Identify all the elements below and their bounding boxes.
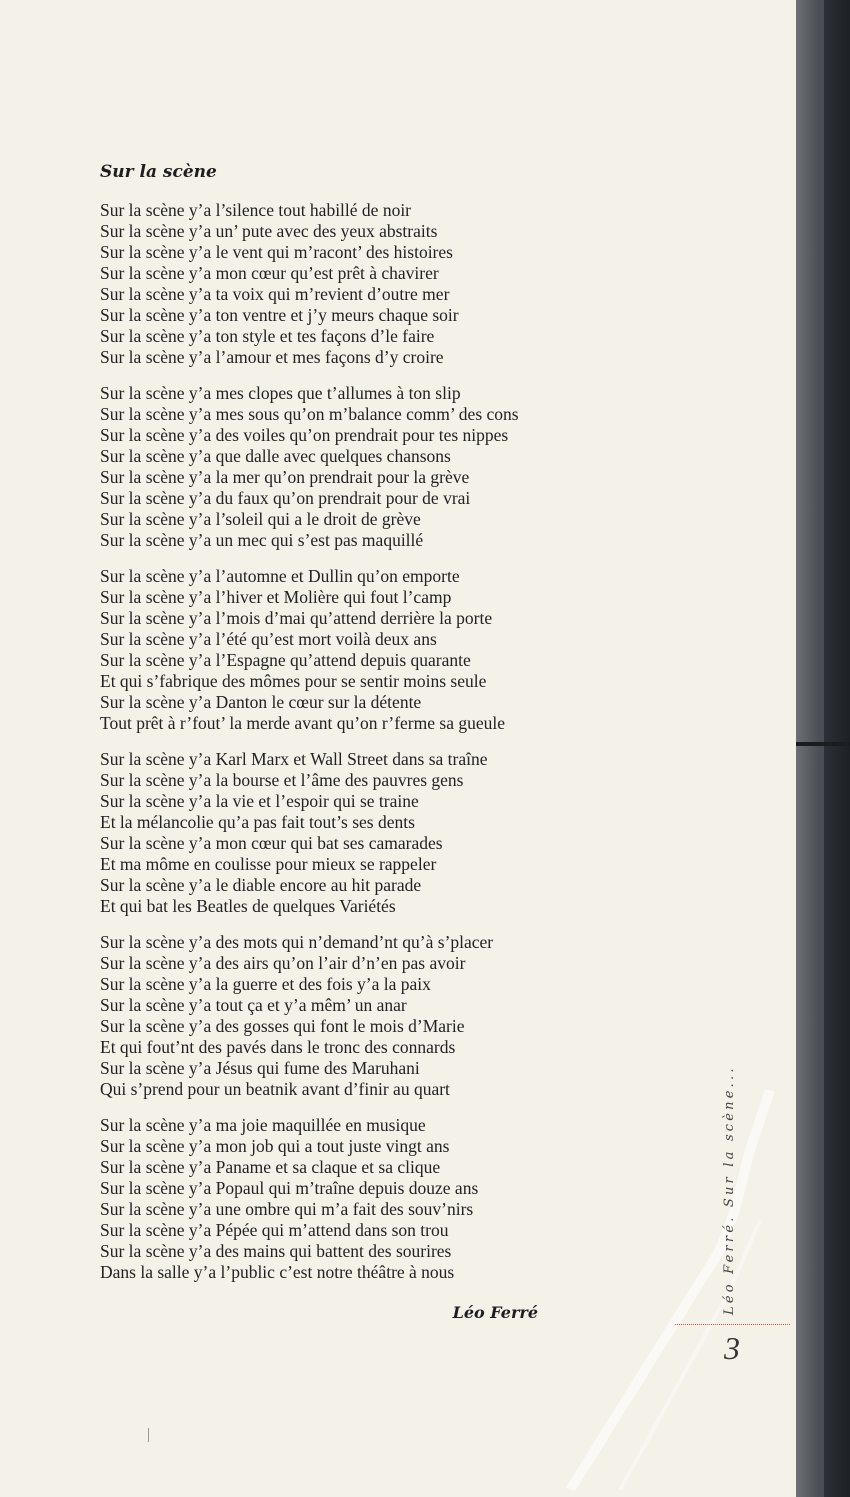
spine-edge: [824, 0, 850, 1497]
poem-line: Sur la scène y’a un mec qui s’est pas maquillé: [100, 530, 424, 550]
poem-line: Et ma môme en coulisse pour mieux se rappeler: [100, 854, 437, 874]
poem-line: Sur la scène y’a l’amour et mes façons d’y croire: [100, 347, 444, 367]
poem-line: Sur la scène y’a l’silence tout habillé de noir: [100, 200, 412, 220]
poem-body: [100, 200, 620, 1298]
poem-line: Tout prêt à r’fout’ la merde avant qu’on r’ferme sa gueule: [100, 713, 505, 733]
stanza: [100, 749, 620, 917]
stanza: [100, 932, 620, 1100]
poem-line: Sur la scène y’a ton ventre et j’y meurs chaque soir: [100, 305, 459, 325]
poem-line: Sur la scène y’a des gosses qui font le mois d’Marie: [100, 1016, 465, 1036]
stanza: [100, 566, 620, 734]
poem-line: Sur la scène y’a un’ pute avec des yeux abstraits: [100, 221, 438, 241]
poem-line: Sur la scène y’a le vent qui m’racont’ des histoires: [100, 242, 453, 262]
poem-line: Sur la scène y’a la mer qu’on prendrait pour la grève: [100, 467, 470, 487]
poem-line: Sur la scène y’a Paname et sa claque et sa clique: [100, 1157, 441, 1177]
poem-line: Sur la scène y’a mon job qui a tout juste vingt ans: [100, 1136, 450, 1156]
stanza: [100, 1115, 620, 1283]
poem-line: Sur la scène y’a l’mois d’mai qu’attend derrière la porte: [100, 608, 493, 628]
poem-line: Sur la scène y’a la guerre et des fois y’a la paix: [100, 974, 431, 994]
poem-author: Léo Ferré: [452, 1303, 538, 1322]
poem-line: Sur la scène y’a Popaul qui m’traîne depuis douze ans: [100, 1178, 479, 1198]
poem-line: Sur la scène y’a mes sous qu’on m’balance comm’ des cons: [100, 404, 519, 424]
poem-line: Sur la scène y’a une ombre qui m’a fait des souv’nirs: [100, 1199, 474, 1219]
poem-line: Sur la scène y’a ta voix qui m’revient d’outre mer: [100, 284, 450, 304]
poem-title: Sur la scène: [100, 162, 217, 182]
poem-line: Et qui fout’nt des pavés dans le tronc des connards: [100, 1037, 456, 1057]
poem-line: Sur la scène y’a ma joie maquillée en musique: [100, 1115, 426, 1135]
poem-line: Sur la scène y’a l’automne et Dullin qu’on emporte: [100, 566, 460, 586]
poem-line: Et qui bat les Beatles de quelques Variétés: [100, 896, 396, 916]
poem-line: Sur la scène y’a que dalle avec quelques chansons: [100, 446, 451, 466]
poem-line: Et qui s’fabrique des mômes pour se sentir moins seule: [100, 671, 487, 691]
poem-line: Sur la scène y’a ton style et tes façons d’le faire: [100, 326, 435, 346]
margin-mark: [148, 1428, 149, 1442]
poem-line: Et la mélancolie qu’a pas fait tout’s ses dents: [100, 812, 415, 832]
poem-line: Sur la scène y’a des airs qu’on l’air d’n’en pas avoir: [100, 953, 466, 973]
poem-line: Sur la scène y’a Jésus qui fume des Maruhani: [100, 1058, 420, 1078]
poem-line: Sur la scène y’a des mains qui battent des sourires: [100, 1241, 452, 1261]
poem-line: Sur la scène y’a Pépée qui m’attend dans son trou: [100, 1220, 449, 1240]
page-number: 3: [724, 1330, 740, 1366]
poem-line: Sur la scène y’a l’hiver et Molière qui fout l’camp: [100, 587, 452, 607]
poem-line: Sur la scène y’a tout ça et y’a mêm’ un anar: [100, 995, 407, 1015]
stanza: [100, 383, 620, 551]
poem-line: Sur la scène y’a l’soleil qui a le droit de grève: [100, 509, 421, 529]
poem-line: Sur la scène y’a mes clopes que t’allumes à ton slip: [100, 383, 461, 403]
poem-line: Dans la salle y’a l’public c’est notre théâtre à nous: [100, 1262, 455, 1282]
poem-line: Sur la scène y’a le diable encore au hit parade: [100, 875, 422, 895]
poem-line: Sur la scène y’a la vie et l’espoir qui se traine: [100, 791, 419, 811]
running-title: Léo Ferré. Sur la scène...: [722, 1065, 737, 1315]
poem-line: Sur la scène y’a des mots qui n’demand’nt qu’à s’placer: [100, 932, 494, 952]
stanza: [100, 200, 620, 368]
footer-rule: [675, 1324, 790, 1325]
poem-line: Sur la scène y’a mon cœur qu’est prêt à chavirer: [100, 263, 439, 283]
poem-line: Sur la scène y’a l’Espagne qu’attend depuis quarante: [100, 650, 471, 670]
poem-line: Sur la scène y’a du faux qu’on prendrait pour de vrai: [100, 488, 471, 508]
poem-line: Sur la scène y’a la bourse et l’âme des pauvres gens: [100, 770, 464, 790]
poem-line: Qui s’prend pour un beatnik avant d’finir au quart: [100, 1079, 450, 1099]
poem-line: Sur la scène y’a l’été qu’est mort voilà deux ans: [100, 629, 437, 649]
poem-line: Sur la scène y’a Karl Marx et Wall Street dans sa traîne: [100, 749, 488, 769]
poem-line: Sur la scène y’a des voiles qu’on prendrait pour tes nippes: [100, 425, 509, 445]
poem-line: Sur la scène y’a mon cœur qui bat ses camarades: [100, 833, 443, 853]
spine-gap: [796, 742, 850, 746]
poem-line: Sur la scène y’a Danton le cœur sur la détente: [100, 692, 422, 712]
